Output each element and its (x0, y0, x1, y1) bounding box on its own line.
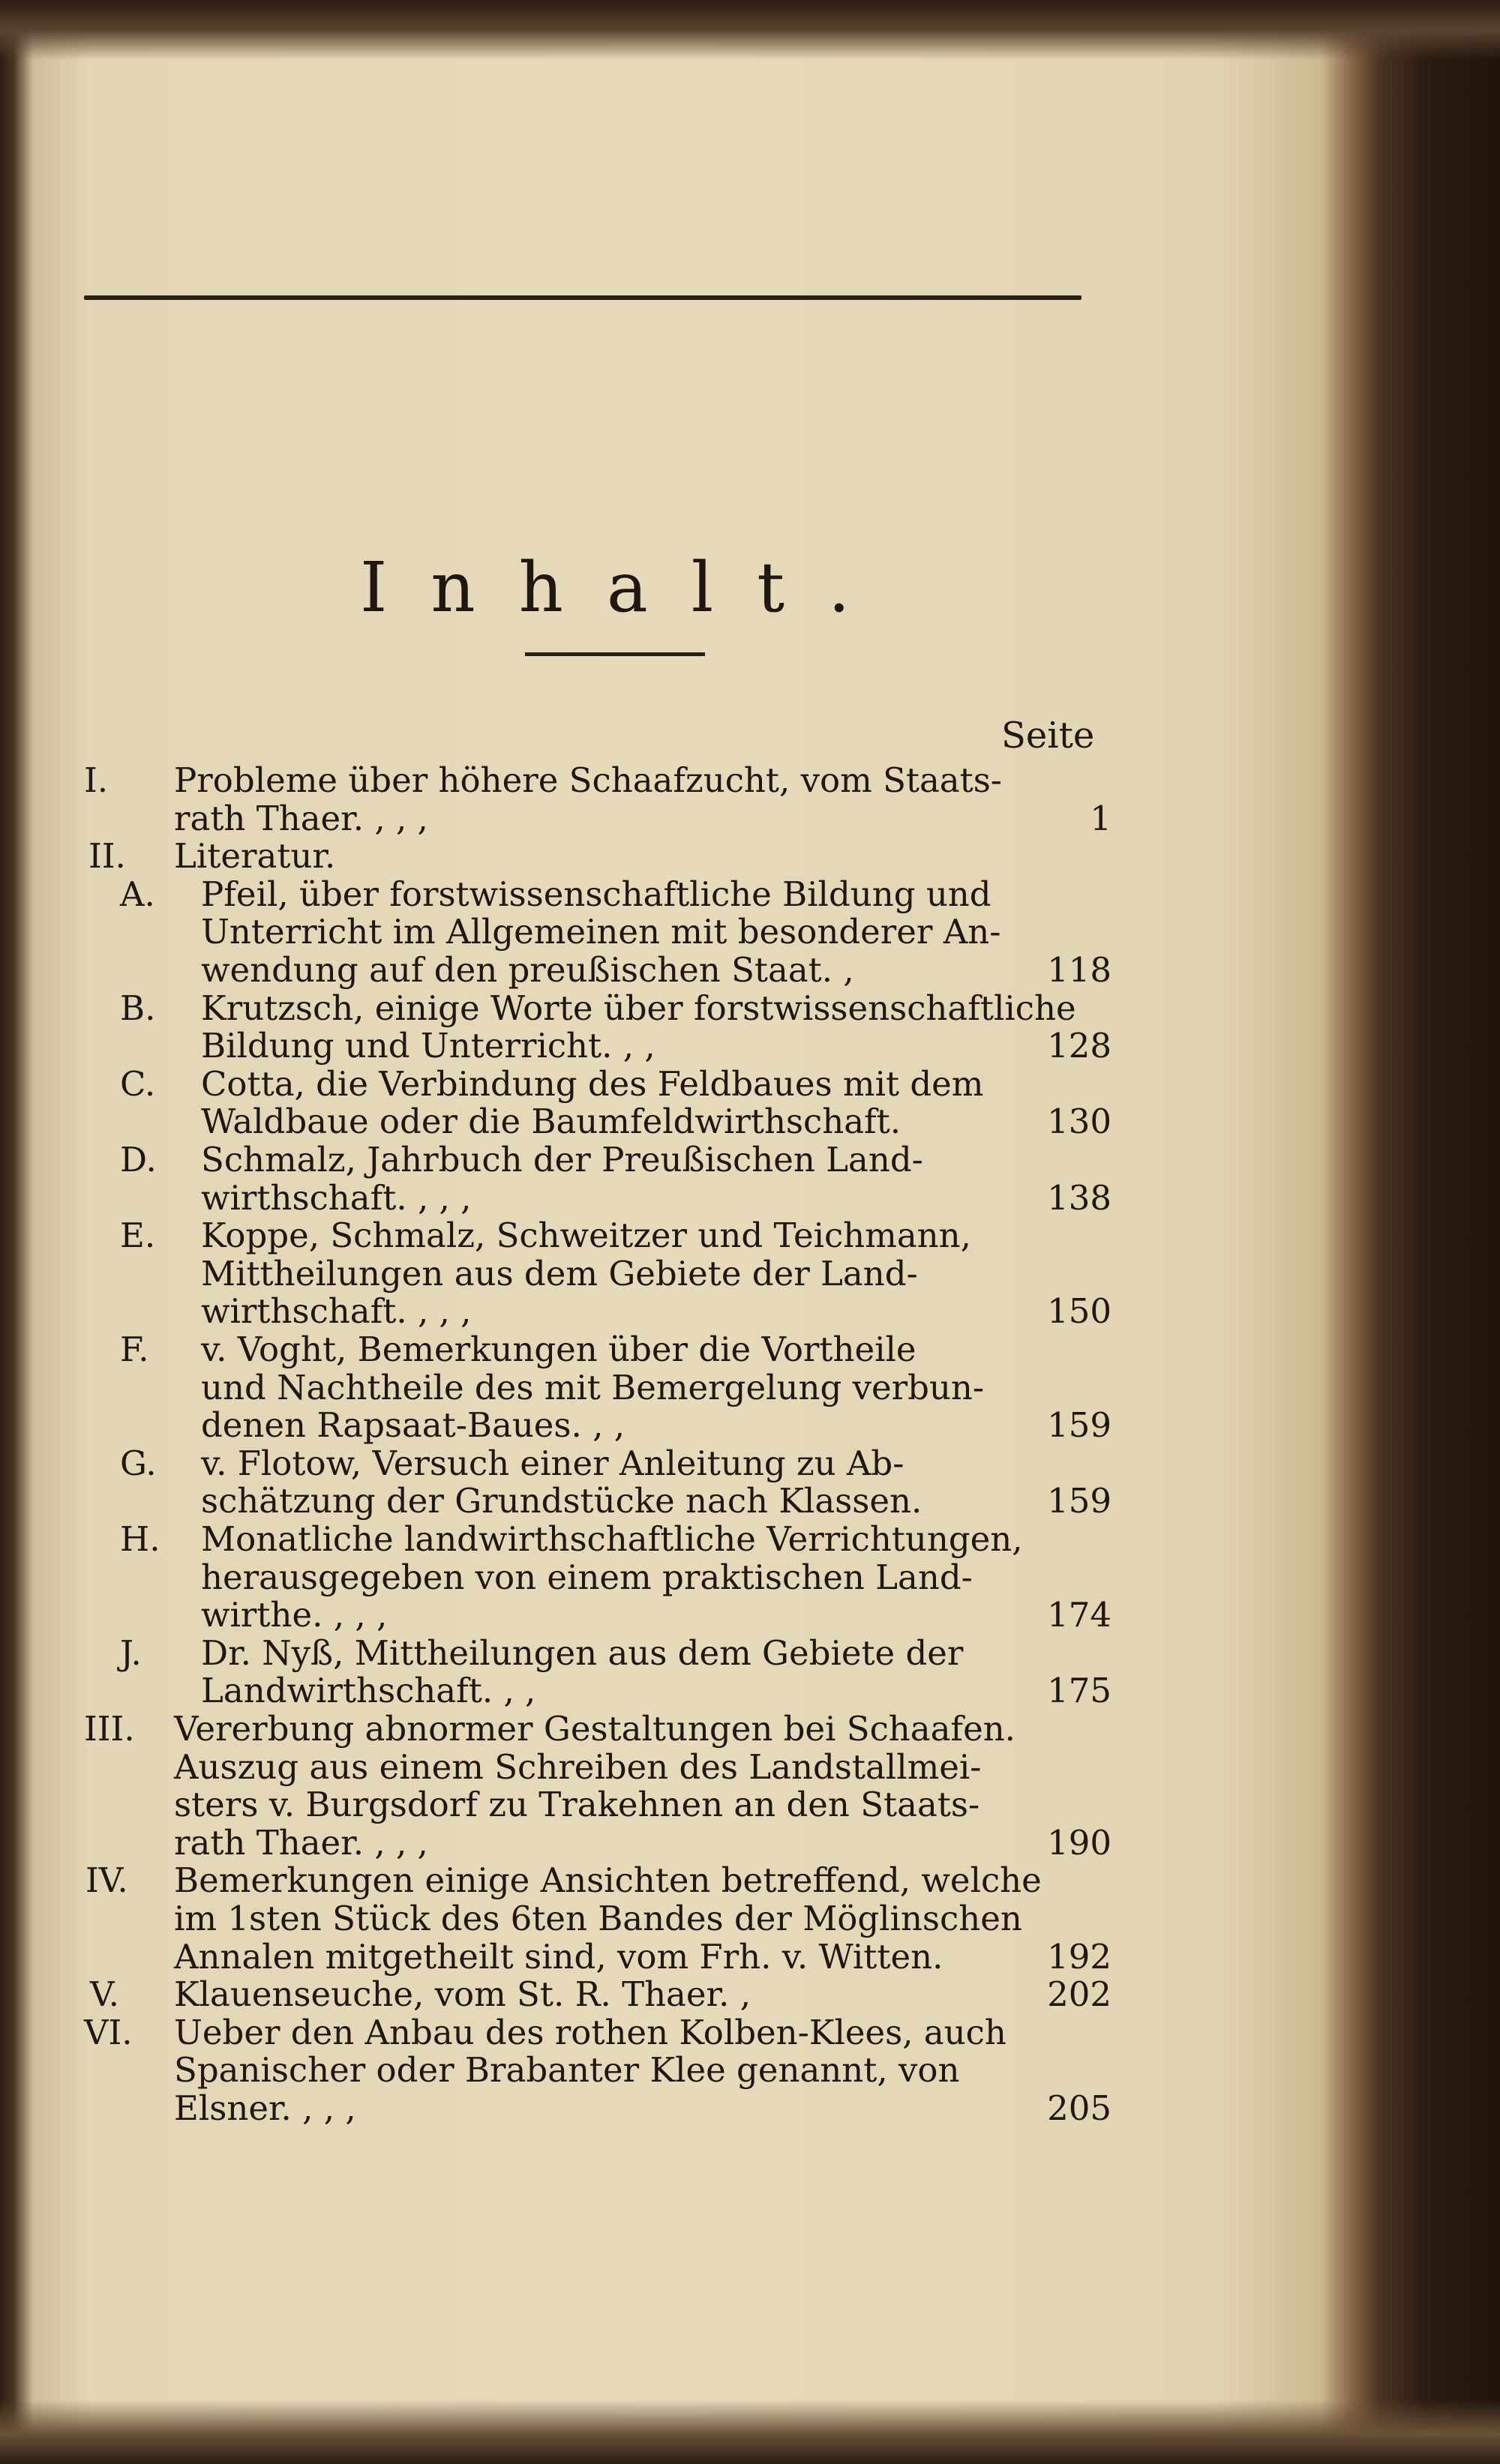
toc-entry-marker: IV. (86, 1860, 128, 1901)
toc-entry-page: 1 (1090, 798, 1112, 838)
header-rule (84, 295, 1082, 300)
toc-entry-marker: G. (120, 1443, 157, 1483)
toc-entry-line: und Nachtheile des mit Bemergelung verbun- (201, 1367, 985, 1407)
toc-entry-line: Koppe, Schmalz, Schweitzer und Teichmann, (201, 1216, 971, 1256)
toc-entry-line: wendung auf den preußischen Staat. , (201, 950, 854, 990)
toc-entry-marker: II. (88, 836, 126, 877)
toc-entry-marker: I. (84, 760, 109, 800)
toc-entry-line: Spanischer oder Brabanter Klee genannt, von (174, 2050, 960, 2091)
toc-entry-line: Bemerkungen einige Ansichten betreffend, welche (174, 1860, 1042, 1901)
toc-entry-line: Literatur. (174, 836, 336, 877)
toc-entry-line: Probleme über höhere Schaafzucht, vom Staats- (174, 760, 1003, 800)
scan-bottom-edge (0, 2400, 1500, 2464)
toc-entry-page: 174 (1047, 1595, 1112, 1635)
toc-entry-line: sters v. Burgsdorf zu Trakehnen an den Staats- (174, 1785, 980, 1825)
toc-entry-page: 159 (1047, 1481, 1112, 1521)
toc-entry-line: rath Thaer. , , , (174, 798, 428, 838)
toc-entry-page: 205 (1047, 2088, 1112, 2128)
toc-entry-marker: V. (90, 1974, 119, 2015)
toc-entry-line: Ueber den Anbau des rothen Kolben-Klees, auch (174, 2012, 1006, 2052)
scan-top-edge (0, 0, 1500, 60)
toc-entry-page: 202 (1047, 1974, 1112, 2015)
toc-entry-line: v. Flotow, Versuch einer Anleitung zu Ab- (201, 1443, 904, 1483)
toc-entry-line: Waldbaue oder die Baumfeldwirthschaft. (201, 1102, 902, 1142)
toc-entry-page: 128 (1047, 1026, 1112, 1066)
toc-entry-page: 138 (1047, 1177, 1112, 1218)
toc-entry-line: Cotta, die Verbindung des Feldbaues mit dem (201, 1063, 984, 1104)
toc-entry-page: 159 (1047, 1405, 1112, 1446)
page-title: Inhalt. (360, 547, 894, 628)
toc-entry-line: Landwirthschaft. , , (201, 1671, 536, 1711)
toc-entry-line: Vererbung abnormer Gestaltungen bei Schaafen. (174, 1709, 1016, 1749)
toc-entry-line: wirthe. , , , (201, 1595, 388, 1635)
toc-entry-line: Monatliche landwirthschaftliche Verrichtungen, (201, 1519, 1023, 1559)
toc-entry-marker: D. (120, 1140, 157, 1180)
toc-entry-line: v. Voght, Bemerkungen über die Vortheile (201, 1329, 916, 1369)
toc-entry-page: 150 (1047, 1291, 1112, 1332)
toc-entry-line: Unterricht im Allgemeinen mit besonderer An- (201, 912, 1001, 952)
toc-entry-line: Klauenseuche, vom St. R. Thaer. , (174, 1974, 751, 2015)
toc-entry-line: rath Thaer. , , , (174, 1822, 428, 1863)
toc-entry-page: 190 (1047, 1822, 1112, 1863)
toc-entry-marker: B. (120, 988, 156, 1028)
toc-entry-line: denen Rapsaat-Baues. , , (201, 1405, 626, 1446)
toc-entry-line: Elsner. , , , (174, 2088, 356, 2128)
toc-entry-line: Dr. Nyß, Mittheilungen aus dem Gebiete der (201, 1632, 964, 1673)
toc-entry-line: Annalen mitgetheilt sind, vom Frh. v. Witten. (174, 1936, 944, 1977)
toc-entry-marker: C. (120, 1063, 156, 1104)
toc-entry-marker: E. (120, 1216, 156, 1256)
toc-entry-line: herausgegeben von einem praktischen Land- (201, 1557, 973, 1597)
title-rule (525, 652, 705, 656)
toc-entry-page: 192 (1047, 1936, 1112, 1977)
toc-entry-marker: J. (120, 1632, 142, 1673)
toc-entry-line: Mittheilungen aus dem Gebiete der Land- (201, 1253, 918, 1293)
toc-entry-line: wirthschaft. , , , (201, 1291, 472, 1332)
toc-entry-marker: H. (120, 1519, 160, 1559)
toc-entry-line: wirthschaft. , , , (201, 1177, 472, 1218)
toc-entry-page: 118 (1047, 950, 1112, 990)
toc-entry-page: 130 (1047, 1102, 1112, 1142)
toc-entry-line: Bildung und Unterricht. , , (201, 1026, 656, 1066)
toc-entry-line: Auszug aus einem Schreiben des Landstallmei- (174, 1746, 982, 1787)
toc-entry-line: Krutzsch, einige Worte über forstwissenschaftliche (201, 988, 1076, 1028)
page-column-label: Seite (1001, 715, 1095, 757)
toc-entry-page: 175 (1047, 1671, 1112, 1711)
toc-entry-marker: A. (120, 874, 155, 914)
toc-entry-line: Schmalz, Jahrbuch der Preußischen Land- (201, 1140, 923, 1180)
toc-entry-line: Pfeil, über forstwissenschaftliche Bildung und (201, 874, 992, 914)
toc-entry-line: im 1sten Stück des 6ten Bandes der Möglinschen (174, 1899, 1022, 1938)
toc-entry-marker: VI. (84, 2012, 133, 2052)
toc-entry-line: schätzung der Grundstücke nach Klassen. (201, 1481, 922, 1521)
toc-entry-marker: F. (120, 1329, 149, 1369)
toc-entry-marker: III. (84, 1709, 135, 1749)
